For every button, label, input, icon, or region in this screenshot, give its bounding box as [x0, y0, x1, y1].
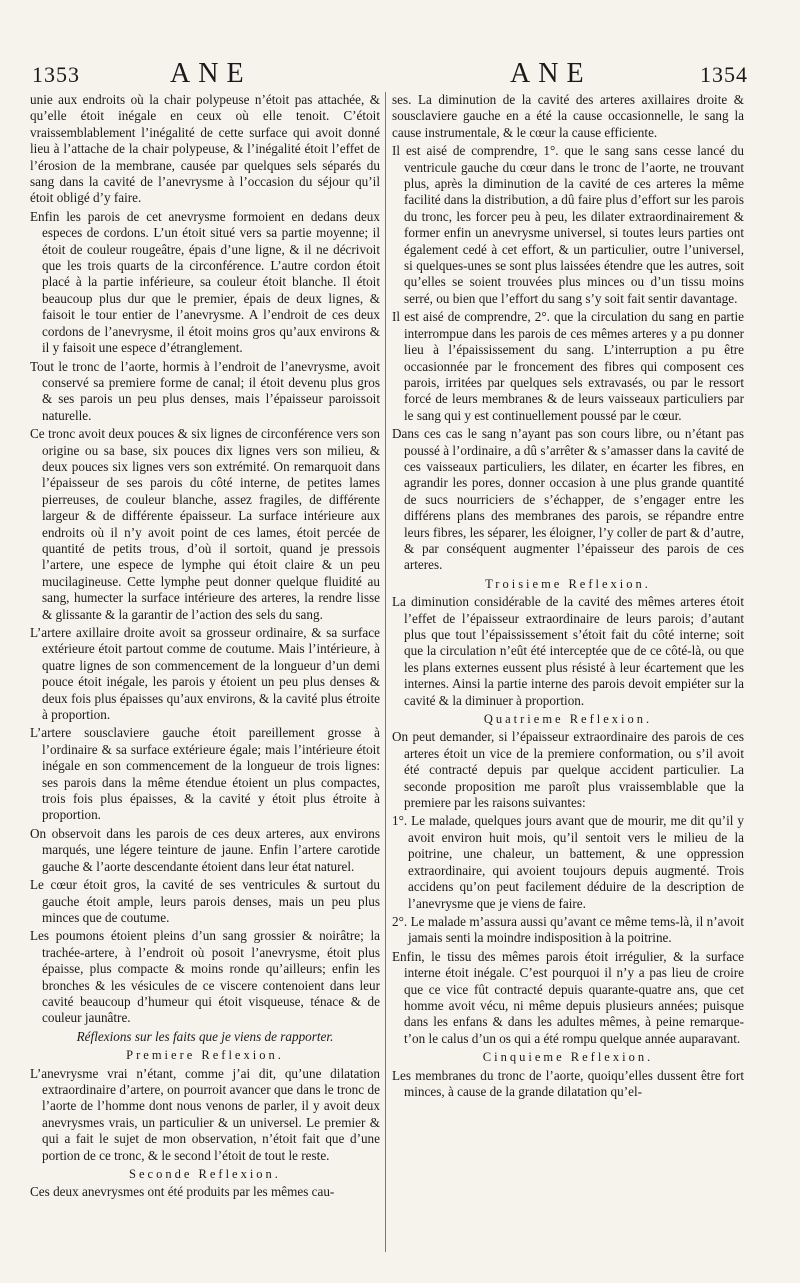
paragraph: Enfin, le tissu des mêmes parois étoit irrégulier, & la surface interne étoit inégale. C’est pourquoi il n’y a pas lieu de croire que ce vice fût contracté depuis quarante-quatre ans, que cet homme avoit vécu, ni même depuis plusieurs années; puisque dans les enfans & dans les adultes mêmes, à peine remarque-t’on le calus d’un os qui a été rompu quelque année auparavant. [392, 948, 744, 1046]
left-column [30, 92, 380, 1203]
paragraph: unie aux endroits où la chair polypeuse n’étoit pas attachée, & qu’elle étoit inégale en ceux où elle tenoit. C’étoit vraissemblablement l’inégalité de cette surface qui avoit donné lieu à l’attache de la chair polypeuse, & l’inégalité étoit l’effet de l’érosion de la membrane, causée par quelques sels séparés du sang dans la cavité de l’anevrysme à l’occasion du séjour qu’il étoit obligé d’y faire. [30, 92, 380, 206]
paragraph: L’anevrysme vrai n’étant, comme j’ai dit, qu’une dilatation extraordinaire d’artere, on pourroit avancer que dans le tronc de l’aorte de l’homme dont nous venons de parler, il y avoit deux anevrysmes vrais, un particulier & un universel. Le premier & qui a fait le sujet de mon observation, n’étoit fait que d’une portion de ce tronc, & le second l’étoit de tout le reste. [30, 1065, 380, 1163]
right-column [392, 92, 744, 1102]
paragraph: On observoit dans les parois de ces deux arteres, aux environs marqués, une légere teinture de jaune. Enfin l’artere carotide gauche & l’aorte descendante étoient dans leur état naturel. [30, 825, 380, 874]
paragraph: ses. La diminution de la cavité des arteres axillaires droite & sousclaviere gauche en a été la cause occasionnelle, le sang la cause instrumentale, & le cœur la cause efficiente. [392, 92, 744, 140]
paragraph: On peut demander, si l’épaisseur extraordinaire des parois de ces arteres étoit un vice de la premiere conformation, ou s’il avoit été contracté depuis par quelque accident particulier. La seconde proposition me paroît plus vraissemblable que la premiere par les raisons suivantes: [392, 729, 744, 811]
paragraph: Les membranes du tronc de l’aorte, quoiqu’elles dussent être fort minces, à cause de la grande dilatation qu’el- [392, 1067, 744, 1099]
section-heading: Troisieme Reflexion. [485, 576, 651, 591]
section-heading: Premiere Reflexion. [126, 1048, 284, 1063]
paragraph: Il est aisé de comprendre, 1°. que le sang sans cesse lancé du ventricule gauche du cœur dans le tronc de l’aorte, ne trouvant plus, après la diminution de la cavité de ces arteres la même facilité dans la distribution, a dû faire plus d’effort sur les parois du tronc, les forcer peu à peu, les dilater extraordinairement & former enfin un anevrysme universel, si toutes leurs parties ont également cedé à cet effort, & un particulier, outre l’universel, si quelques-unes se sont plus laissées étendre que les autres, soit qu’elles se soient trouvées plus minces ou d’un tissu moins serré, ou bien que l’effort du sang s’y soit fait sentir davantage. [392, 143, 744, 306]
paragraph: 1°. Le malade, quelques jours avant que de mourir, me dit qu’il y avoit environ huit mois, qu’il sentoit vers le milieu de la poitrine, une chaleur, un battement, & une oppression extraordinaire, qui avoient toujours depuis augmenté. Trois accidens qu’on peut facilement déduire de la description de l’anevrysme que je viens de faire. [392, 813, 744, 911]
paragraph: Ces deux anevrysmes ont été produits par les mêmes cau- [30, 1184, 335, 1200]
section-heading: Seconde Reflexion. [129, 1167, 281, 1181]
paragraph: Enfin les parois de cet anevrysme formoient en dedans deux especes de cordons. L’un étoit situé vers sa partie moyenne; il étoit de couleur rougeâtre, épais d’une ligne, & il ne décrivoit que les trois quarts de la circonférence. L’autre cordon étoit placé à la partie inférieure, sa couleur étoit blanche. Il étoit beaucoup plus dur que le premier, épais de deux lignes, & faisoit le tour entier de l’anevrysme. A l’endroit de ces deux cordons de l’anevrysme, il étoit moins gros qu’aux environs & il y faisoit une espece d’étranglement. [30, 208, 380, 356]
section-heading: Quatrieme Reflexion. [483, 712, 653, 727]
paragraph: Ce tronc avoit deux pouces & six lignes de circonférence vers son origine ou sa base, six pouces dix lignes vers son milieu, & deux pouces six lignes vers son extrémité. On remarquoit dans l’épaisseur de ses parois du côté interne, de petites lames pierreuses, de couleur blanche, assez fragiles, de différente largeur & de différente épaisseur. La surface intérieure aux endroits où il n’y avoit point de ces lames, étoit percée de quantité de petits trous, d’où il sortoit, quand je pressois l’artere, une espece de lymphe qui étoit claire & un peu mucilagineuse. Cette lymphe peut donner quelque fluidité au sang, humecter la surface intérieure des arteres, la rendre lisse & glissante & la garantir de l’action des sels du sang. [30, 426, 380, 622]
paragraph: L’artere axillaire droite avoit sa grosseur ordinaire, & sa surface extérieure étoit partout comme de coutume. Mais l’intérieure, à quatre lignes de son commencement de la longueur d’un demi pouce étoit inégale, les parois y étoient un peu plus denses & deux fois plus épaisses qu’aux environs, & la cavité plus étroite à proportion. [30, 625, 380, 723]
paragraph: Dans ces cas le sang n’ayant pas son cours libre, ou n’étant pas poussé à l’ordinaire, a dû s’arrêter & s’amasser dans la cavité de ces vaisseaux particuliers, les dilater, en écarter les fibres, en agrandir les pores, donner occasion à une plus grande quantité de sucs nourriciers de s’échapper, de s’engager entre les différens plans des membranes des parois, se répandre entre leurs fibres, les séparer, les éloigner, l’y coller de part & d’autre, & par conséquent augmenter l’épaisseur des parois de ces arteres. [392, 426, 744, 573]
right-running-head: ANE [510, 58, 592, 89]
paragraph: Tout le tronc de l’aorte, hormis à l’endroit de l’anevrysme, avoit conservé sa premiere forme de canal; il étoit devenu plus gros & ses parois un peu plus denses, mais l’épaisseur paroissoit naturelle. [30, 358, 380, 423]
paragraph: L’artere sousclaviere gauche étoit pareillement grosse à l’ordinaire & sa surface extérieure égale; mais l’intérieure étoit inégale en son commencement de la longueur de trois lignes: ses parois dans la même étendue étoient un plus compactes, trois fois plus épaisses, & la cavité y étoit plus étroite à proportion. [30, 725, 380, 823]
section-subheading: Réflexions sur les faits que je viens de rapporter. [76, 1028, 334, 1044]
left-running-head: ANE [170, 58, 252, 89]
column-divider [385, 92, 386, 1252]
left-page-number: 1353 [32, 62, 80, 87]
paragraph: Il est aisé de comprendre, 2°. que la circulation du sang en partie interrompue dans les parois de ces mêmes arteres y a pu donner lieu à l’épaississement du sang. L’interruption a pu être occasionnée par le froncement des fibres qui composent ces parois, irritées par quelques sels extravasés, ou par le ressort forcé de leurs membranes & de leurs vaisseaux particuliers par le sang qui y est continuellement poussé par le cœur. [392, 309, 744, 423]
paragraph: Les poumons étoient pleins d’un sang grossier & noirâtre; la trachée-artere, à l’endroit où posoit l’anevrysme, étoit plus épaisse, plus compacte & moins ronde qu’ailleurs; enfin les bronches & les vésicules de ce viscere contenoient dans leur cavité beaucoup d’humeur qui étoit visqueuse, ténace & de couleur jaunâtre. [30, 928, 380, 1026]
paragraph: 2°. Le malade m’assura aussi qu’avant ce même tems-là, il n’avoit jamais senti la moindre indisposition à la poitrine. [392, 913, 744, 946]
paragraph: La diminution considérable de la cavité des mêmes arteres étoit l’effet de l’épaisseur extraordinaire de leurs parois; d’autant plus que tout l’épaississement s’étoit fait du côté interne; soit que la circulation n’eût été interceptée que de ce côté-là, ou que les plans externes eussent plus résisté à leur écartement que les internes. Ainsi la partie interne des parois devoit empiéter sur la cavité & la diminuer à proportion. [392, 594, 744, 708]
right-page-number: 1354 [700, 62, 748, 87]
section-heading: Cinquieme Reflexion. [482, 1050, 654, 1065]
paragraph: Le cœur étoit gros, la cavité de ses ventricules & surtout du gauche étoit ample, leurs parois denses, mais un peu plus minces que de coutume. [30, 877, 380, 925]
